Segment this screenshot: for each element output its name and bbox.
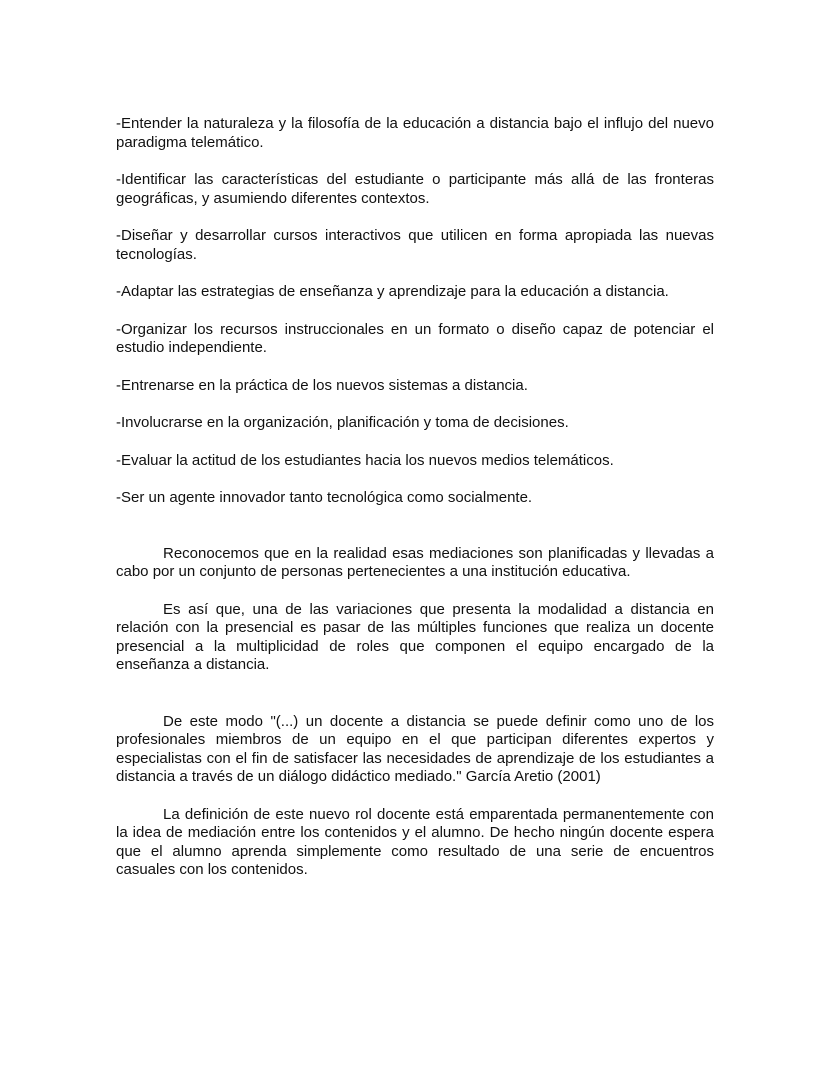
objective-item: -Adaptar las estrategias de enseñanza y aprendizaje para la educación a distancia.	[116, 283, 669, 300]
objectives-list	[116, 115, 714, 508]
quote-paragraph: De este modo "(...) un docente a distancia se puede definir como uno de los profesionales miembros de un equipo en el que participan diferentes expertos y especialistas con el fin de satisfacer las necesidades de aprendizaje de los estudiantes a distancia a través de un diálogo didáctico mediado." García Aretio (2001)	[116, 712, 714, 785]
body-text	[116, 545, 714, 880]
spacer	[116, 694, 714, 713]
spacer	[116, 527, 714, 545]
objective-item: -Diseñar y desarrollar cursos interactivos que utilicen en forma apropiada las nuevas tecnologías.	[116, 227, 714, 263]
objective-item: -Evaluar la actitud de los estudiantes hacia los nuevos medios telemáticos.	[116, 451, 614, 469]
objective-item: -Ser un agente innovador tanto tecnológica como socialmente.	[116, 489, 533, 506]
objective-item: -Identificar las características del estudiante o participante más allá de las fronteras geográficas, y asumiendo diferentes contextos.	[116, 171, 714, 207]
body-paragraph: Reconocemos que en la realidad esas mediaciones son planificadas y llevadas a cabo por un conjunto de personas pertenecientes a una institución educativa.	[116, 544, 714, 580]
objective-item: -Involucrarse en la organización, planificación y toma de decisiones.	[116, 414, 569, 431]
body-paragraph: La definición de este nuevo rol docente está emparentada permanentemente con la idea de mediación entre los contenidos y el alumno. De hecho ningún docente espera que el alumno aprenda simplemente como resultado de una serie de encuentros casuales con los contenidos.	[116, 805, 714, 878]
body-paragraph: Es así que, una de las variaciones que presenta la modalidad a distancia en relación con la presencial es pasar de las múltiples funciones que realiza un docente presencial a la multiplicidad de roles que componen el equipo encargado de la enseñanza a distancia.	[116, 600, 714, 673]
objective-item: -Entrenarse en la práctica de los nuevos sistemas a distancia.	[116, 376, 528, 394]
objective-item: -Entender la naturaleza y la filosofía de la educación a distancia bajo el influjo del nuevo paradigma telemático.	[116, 115, 714, 151]
objective-item: -Organizar los recursos instruccionales en un formato o diseño capaz de potenciar el estudio independiente.	[116, 320, 714, 356]
